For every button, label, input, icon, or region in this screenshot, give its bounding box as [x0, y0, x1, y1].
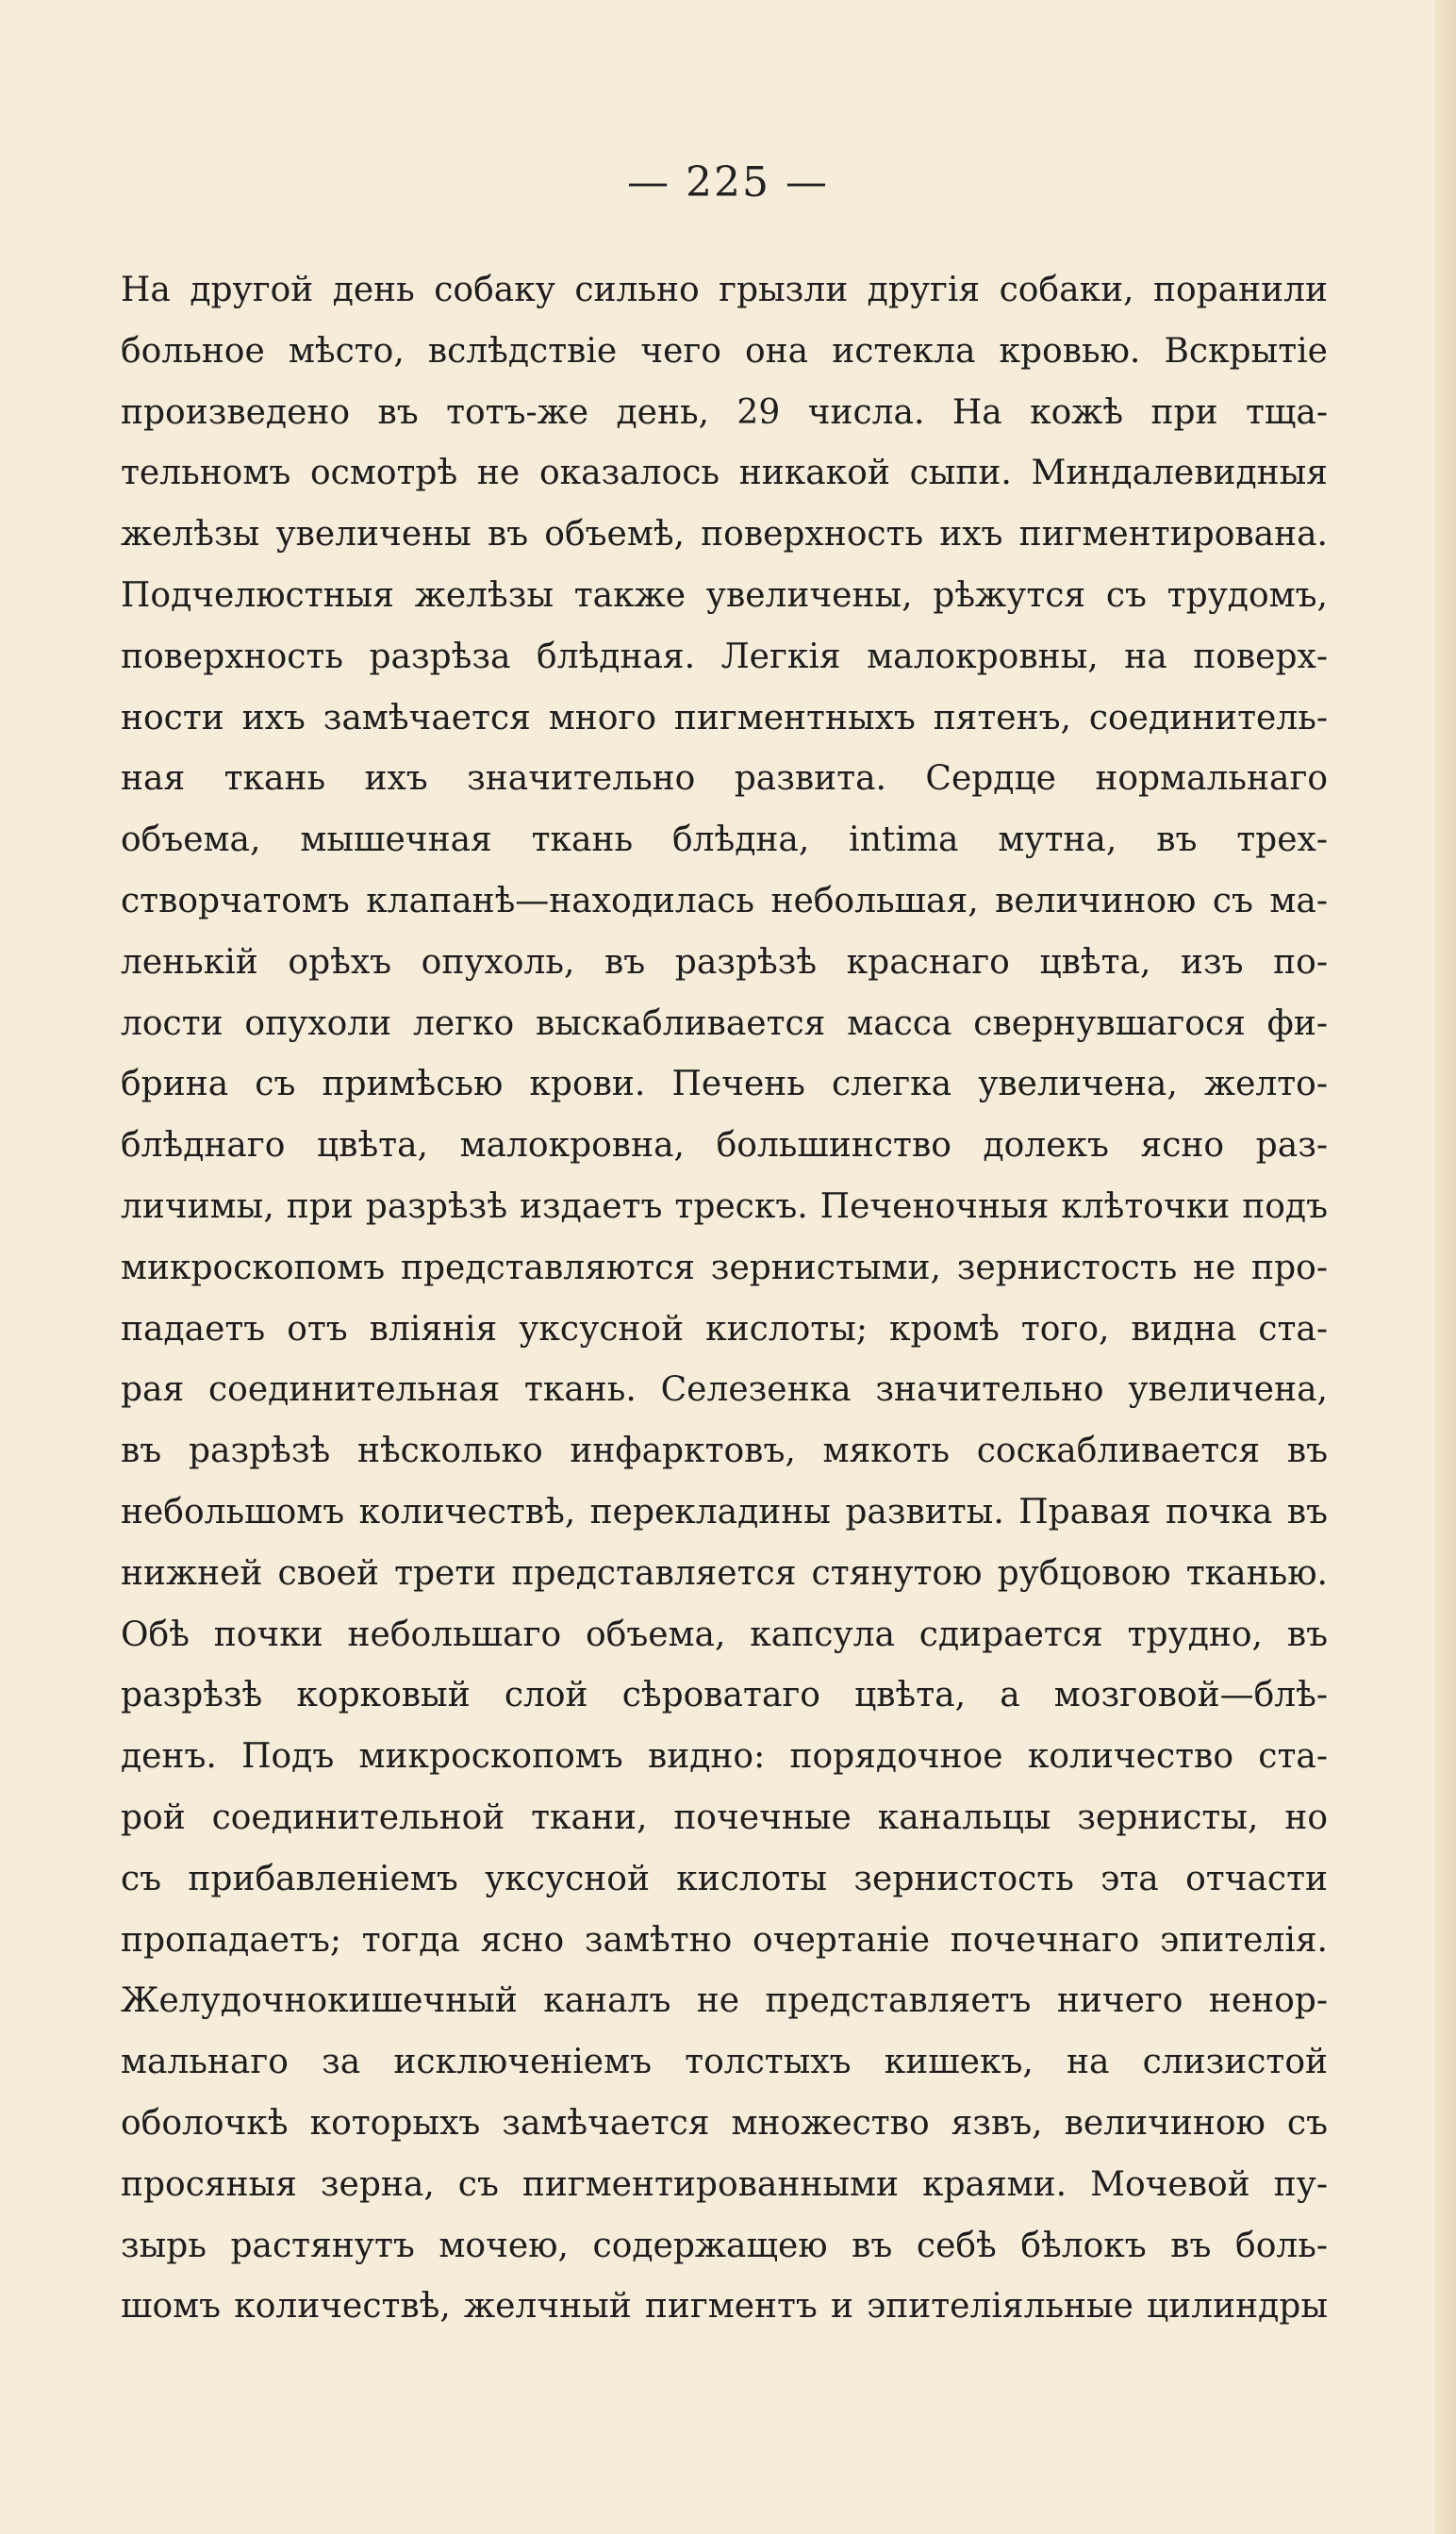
text-line: личимы, при разрѣзѣ издаетъ трескъ. Печеночныя клѣточки подъ — [121, 1186, 1328, 1226]
text-line: пропадаетъ; тогда ясно замѣтно очертаніе почечнаго эпителія. — [121, 1920, 1328, 1960]
text-line: больное мѣсто, вслѣдствіе чего она истекла кровью. Вскрытіе — [121, 331, 1328, 371]
text-line: Желудочнокишечный каналъ не представляетъ ничего ненор- — [121, 1981, 1328, 2021]
text-line: ленькій орѣхъ опухоль, въ разрѣзѣ краснаго цвѣта, изъ по- — [121, 942, 1328, 982]
text-line: ная ткань ихъ значительно развита. Сердце нормальнаго — [121, 759, 1328, 799]
text-line: нижней своей трети представляется стянутою рубцовою тканью. — [121, 1553, 1328, 1593]
text-line: тельномъ осмотрѣ не оказалось никакой сыпи. Миндалевидныя — [121, 454, 1328, 493]
text-line: На другой день собаку сильно грызли другія собаки, поранили — [121, 271, 1328, 309]
text-line: падаетъ отъ вліянія уксусной кислоты; кромѣ того, видна ста- — [121, 1309, 1328, 1349]
body-text — [121, 260, 1328, 2338]
text-line: рой соединительной ткани, почечные канальцы зернисты, но — [121, 1797, 1328, 1837]
text-line: шомъ количествѣ, желчный пигментъ и эпителіяльные цилиндры — [121, 2287, 1328, 2327]
text-line: денъ. Подъ микроскопомъ видно: порядочное количество ста- — [121, 1737, 1328, 1777]
page-edge-shadow — [1435, 0, 1456, 2534]
text-line: створчатомъ клапанѣ—находилась небольшая, величиною съ ма- — [121, 881, 1328, 920]
text-line: ности ихъ замѣчается много пигментныхъ пятенъ, соединитель- — [121, 698, 1328, 737]
text-line: мальнаго за исключеніемъ толстыхъ кишекъ, на слизистой — [121, 2043, 1328, 2082]
text-line: рая соединительная ткань. Селезенка значительно увеличена, — [121, 1370, 1328, 1410]
text-line: произведено въ тотъ-же день, 29 числа. На кожѣ при тща- — [121, 392, 1328, 432]
text-line: объема, мышечная ткань блѣдна, intima мутна, въ трех- — [121, 820, 1328, 860]
text-line: брина съ примѣсью крови. Печень слегка увеличена, желто- — [121, 1065, 1328, 1104]
text-line: желѣзы увеличены въ объемѣ, поверхность ихъ пигментирована. — [121, 515, 1328, 555]
text-line: съ прибавленіемъ уксусной кислоты зернистость эта отчасти — [121, 1859, 1328, 1898]
text-line: поверхность разрѣза блѣдная. Легкія малокровны, на поверх- — [121, 637, 1328, 676]
text-line: зырь растянутъ мочею, содержащею въ себѣ бѣлокъ въ боль- — [121, 2226, 1328, 2265]
text-line: блѣднаго цвѣта, малокровна, большинство долекъ ясно раз- — [121, 1126, 1328, 1166]
text-line: Подчелюстныя желѣзы также увеличены, рѣжутся съ трудомъ, — [121, 575, 1328, 615]
text-line: небольшомъ количествѣ, перекладины развиты. Правая почка въ — [121, 1492, 1328, 1532]
text-line: лости опухоли легко выскабливается масса свернувшагося фи- — [121, 1003, 1328, 1043]
text-line: въ разрѣзѣ нѣсколько инфарктовъ, мякоть соскабливается въ — [121, 1432, 1328, 1471]
page-number: — 225 — — [627, 158, 829, 207]
text-line: Обѣ почки небольшаго объема, капсула сдирается трудно, въ — [121, 1615, 1328, 1654]
text-line: просяныя зерна, съ пигментированными краями. Мочевой пу- — [121, 2164, 1328, 2204]
text-line: оболочкѣ которыхъ замѣчается множество язвъ, величиною съ — [121, 2103, 1328, 2143]
text-line: разрѣзѣ корковый слой сѣроватаго цвѣта, а мозговой—блѣ- — [121, 1676, 1328, 1715]
text-line: микроскопомъ представляются зернистыми, зернистость не про- — [121, 1248, 1328, 1287]
